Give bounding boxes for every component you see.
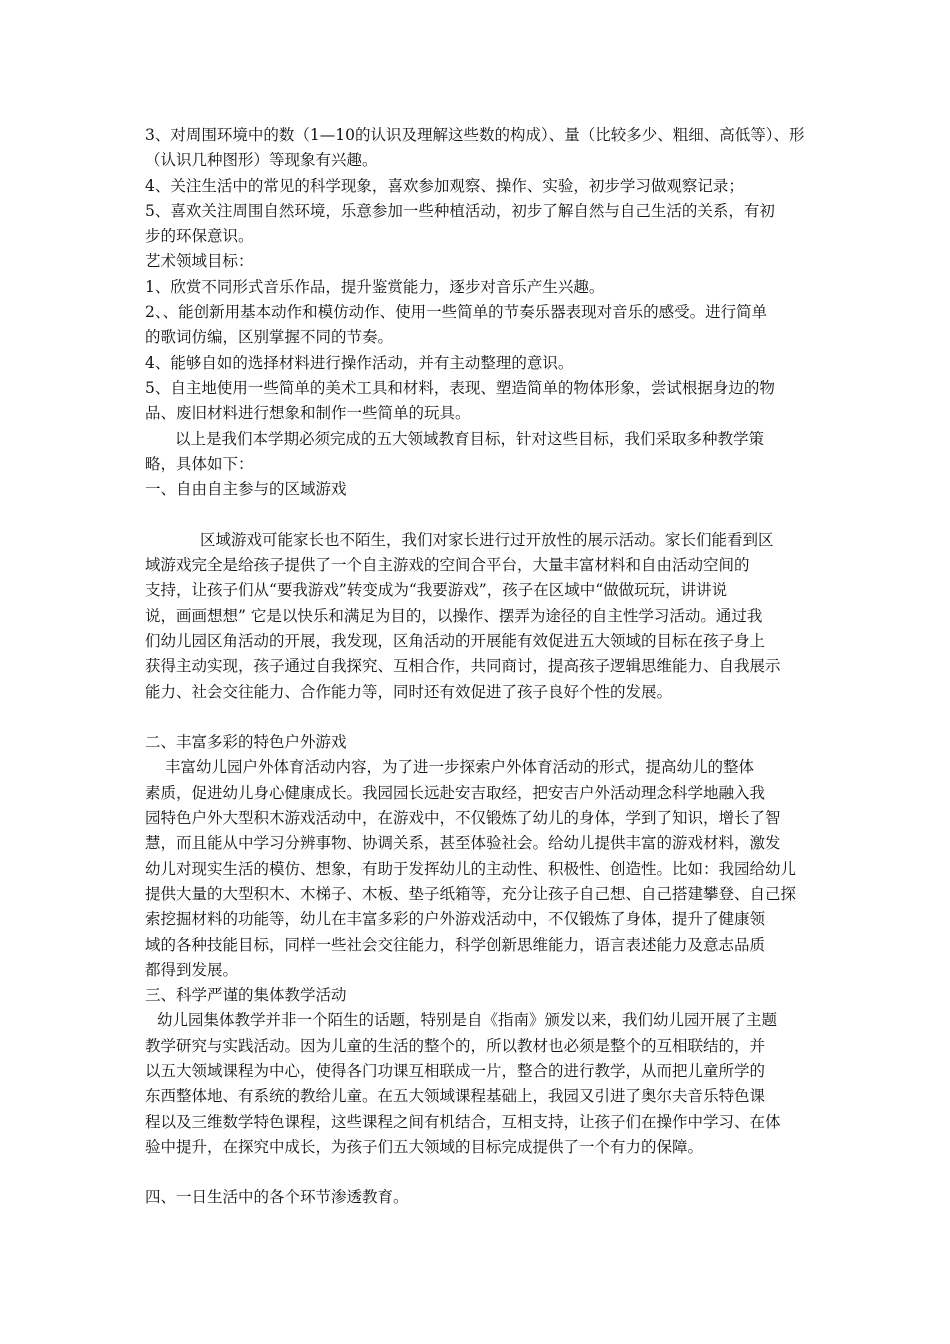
text-line: 程以及三维数学特色课程，这些课程之间有机结合，互相支持，让孩子们在操作中学习、在体 [145,1112,781,1131]
section-heading: 二、丰富多彩的特色户外游戏 [145,733,347,752]
text-line: 的歌词仿编，区别掌握不同的节奏。 [145,328,394,347]
text-line: 5、自主地使用一些简单的美术工具和材料，表现、塑造简单的物体形象，尝试根据身边的物 [145,378,775,397]
section-heading: 一、自由自主参与的区域游戏 [145,480,347,499]
text-line: 3、对周围环境中的数（1—10的认识及理解这些数的构成）、量（比较多少、粗细、高低等）、形 [145,126,805,144]
text-line: 能力、社会交往能力、合作能力等，同时还有效促进了孩子良好个性的发展。 [145,682,673,701]
text-line: 说，画画想想” 它是以快乐和满足为目的，以操作、摆弄为途径的自主性学习活动。通过我 [145,606,763,625]
text-line: 慧，而且能从中学习分辨事物、协调关系，甚至体验社会。给幼儿提供丰富的游戏材料，激发 [145,834,781,853]
text-line: 索挖掘材料的功能等，幼儿在丰富多彩的户外游戏活动中，不仅锻炼了身体，提升了健康领 [145,910,766,929]
text-line: （认识几种图形）等现象有兴趣。 [145,151,378,170]
text-line: 略，具体如下： [145,454,254,473]
text-line: 提供大量的大型积木、木梯子、木板、垫子纸箱等，充分让孩子自己想、自己搭建攀登、自己探 [145,884,797,903]
text-line: 1、欣赏不同形式音乐作品，提升鉴赏能力，逐步对音乐产生兴趣。 [145,277,605,296]
text-line: 东西整体地、有系统的教给儿童。在五大领域课程基础上，我园又引进了奥尔夫音乐特色课 [145,1087,766,1106]
text-line: 园特色户外大型积木游戏活动中，在游戏中，不仅锻炼了幼儿的身体，学到了知识，增长了智 [145,809,781,828]
text-line: 域游戏完全是给孩子提供了一个自主游戏的空间合平台，大量丰富材料和自由活动空间的 [145,556,750,575]
text-line: 域的各种技能目标，同样一些社会交往能力，科学创新思维能力，语言表述能力及意志品质 [145,935,766,954]
text-line: 以上是我们本学期必须完成的五大领域教育目标，针对这些目标，我们采取多种教学策 [175,429,765,448]
text-line: 都得到发展。 [145,960,239,979]
text-line: 4、能够自如的选择材料进行操作活动，并有主动整理的意识。 [145,353,574,372]
text-line: 素质，促进幼儿身心健康成长。我园园长远赴安吉取经，把安吉户外活动理念科学地融入我 [145,783,766,802]
document-page [145,123,810,1211]
blank-line [145,1160,810,1185]
section-heading: 艺术领域目标： [145,252,254,271]
text-line: 幼儿园集体教学并非一个陌生的话题，特别是自《指南》颁发以来，我们幼儿园开展了主题 [157,1011,778,1030]
text-line: 支持，让孩子们从“要我游戏”转变成为“我要游戏”，孩子在区域中“做做玩玩，讲讲说 [145,581,728,600]
text-line: 品、废旧材料进行想象和制作一些简单的玩具。 [145,404,471,423]
blank-line [145,705,810,730]
text-line: 5、喜欢关注周围自然环境，乐意参加一些种植活动，初步了解自然与自己生活的关系，有初 [145,201,775,220]
text-line: 区域游戏可能家长也不陌生，我们对家长进行过开放性的展示活动。家长们能看到区 [200,530,774,549]
text-line: 获得主动实现，孩子通过自我探究、互相合作，共同商讨，提高孩子逻辑思维能力、自我展示 [145,657,781,676]
section-heading: 三、科学严谨的集体教学活动 [145,986,347,1005]
text-line: 们幼儿园区角活动的开展，我发现，区角活动的开展能有效促进五大领域的目标在孩子身上 [145,631,766,650]
text-line: 步的环保意识。 [145,227,254,246]
text-line: 丰富幼儿园户外体育活动内容，为了进一步探索户外体育活动的形式，提高幼儿的整体 [165,758,755,777]
text-line: 幼儿对现实生活的模仿、想象，有助于发挥幼儿的主动性、积极性、创造性。比如：我园给幼儿 [145,859,797,878]
text-line: 教学研究与实践活动。因为儿童的生活的整个的，所以教材也必须是整个的互相联结的，并 [145,1036,766,1055]
blank-line [145,502,810,527]
text-line: 验中提升，在探究中成长，为孩子们五大领域的目标完成提供了一个有力的保障。 [145,1137,704,1156]
text-line: 以五大领域课程为中心，使得各门功课互相联成一片，整合的进行教学，从而把儿童所学的 [145,1061,766,1080]
section-heading: 四、一日生活中的各个环节渗透教育。 [145,1188,409,1207]
text-line: 2、、能创新用基本动作和模仿动作、使用一些简单的节奏乐器表现对音乐的感受。进行简单 [145,303,768,322]
text-line: 4、关注生活中的常见的科学现象，喜欢参加观察、操作、实验，初步学习做观察记录； [145,176,744,195]
